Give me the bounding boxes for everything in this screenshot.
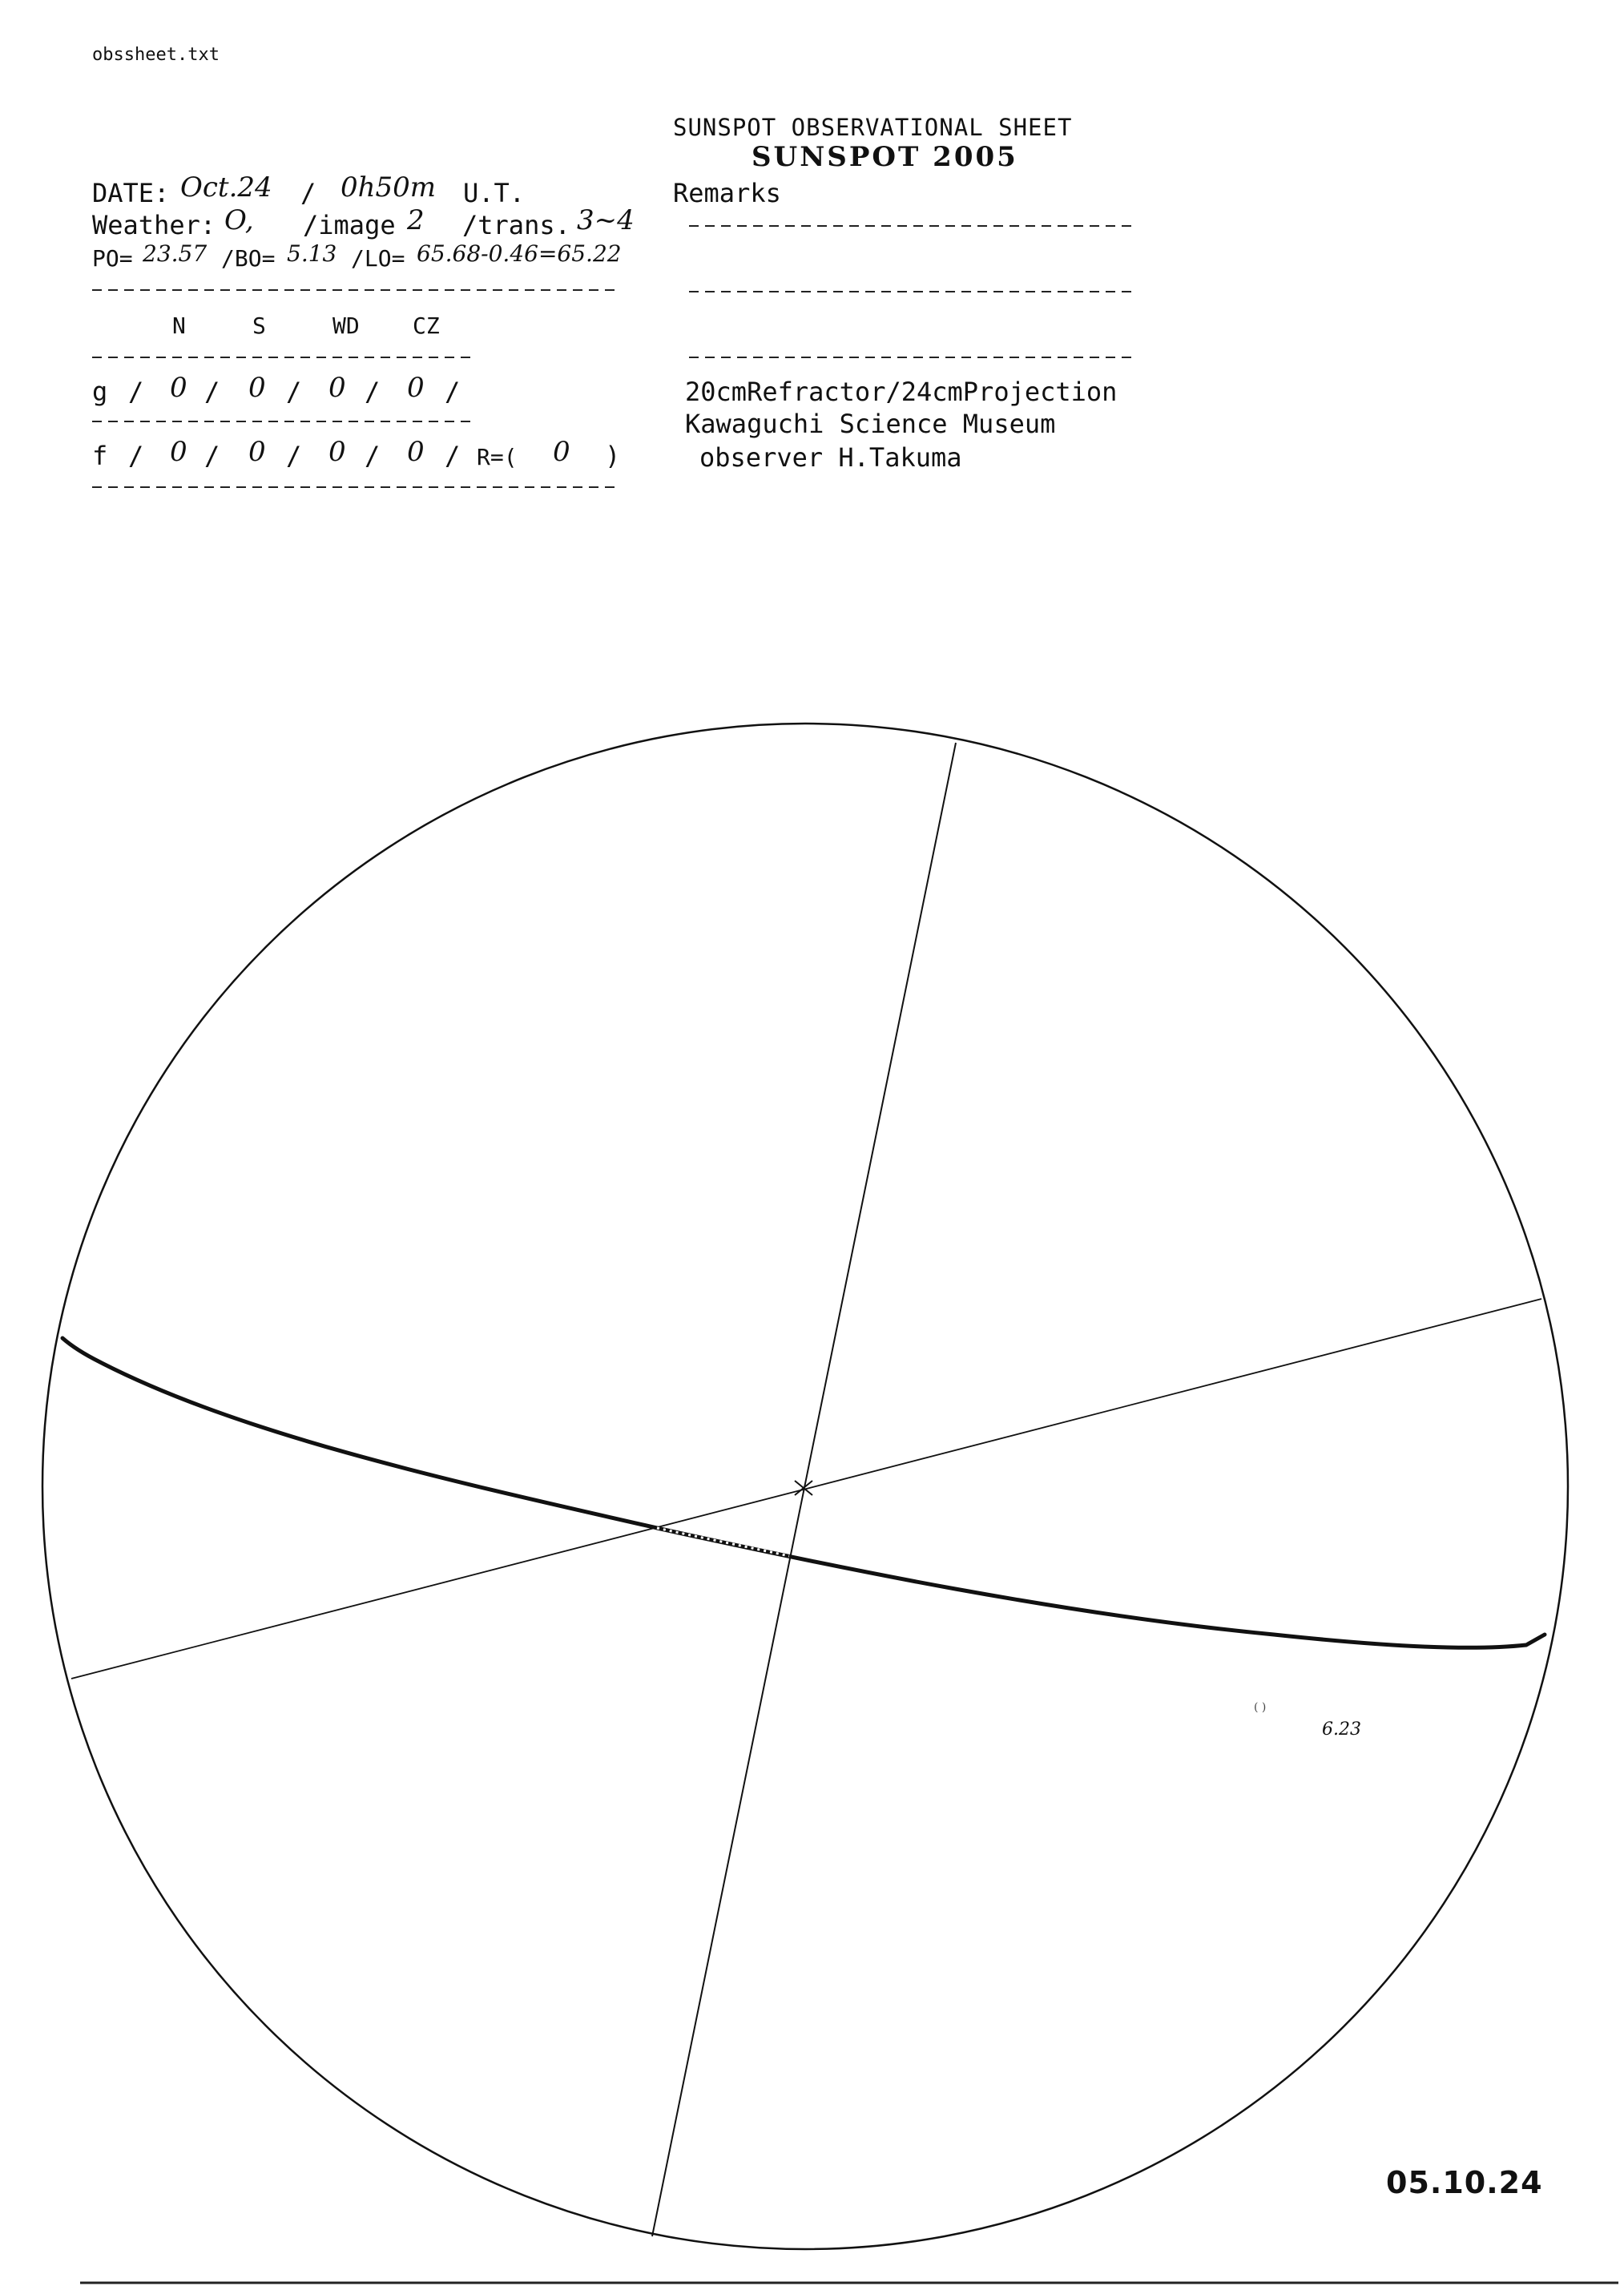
trans-value: 3~4 — [577, 204, 635, 236]
drawing-note: 6.23 — [1322, 1720, 1361, 1740]
g-row-sep: / — [286, 377, 302, 407]
sheet-title: SUNSPOT OBSERVATIONAL SHEET — [673, 114, 1073, 141]
g-s-value: 0 — [248, 372, 266, 404]
f-s-value: 0 — [248, 436, 266, 468]
r-value: 0 — [553, 436, 570, 468]
g-row-sep: / — [445, 377, 461, 407]
g-row-sep: / — [128, 377, 144, 407]
f-row-label: f — [92, 441, 108, 471]
date-label: DATE: — [92, 178, 170, 208]
b0-value: 5.13 — [287, 240, 337, 267]
weather-label: Weather: — [92, 210, 216, 240]
telescope-info: 20cmRefractor/24cmProjection — [685, 377, 1118, 407]
f-row-sep: / — [445, 441, 461, 471]
r-label: R=( — [477, 444, 518, 470]
f-wd-value: 0 — [328, 436, 346, 468]
g-n-value: 0 — [170, 372, 187, 404]
f-row-sep: / — [286, 441, 302, 471]
l0-value: 65.68-0.46=65.22 — [417, 240, 622, 267]
count-header-s: S — [252, 312, 266, 339]
date-value: Oct.24 — [180, 171, 272, 204]
p0-value: 23.57 — [143, 240, 208, 267]
p0-label: PO= — [92, 245, 133, 272]
f-n-value: 0 — [170, 436, 187, 468]
f-row-sep: / — [204, 441, 220, 471]
time-value: 0h50m — [341, 171, 437, 204]
g-row-label: g — [92, 377, 108, 407]
count-header-wd: WD — [332, 312, 360, 339]
date-slash: / — [300, 178, 316, 208]
r-close: ) — [605, 441, 621, 471]
g-wd-value: 0 — [328, 372, 346, 404]
trans-label: /trans. — [462, 210, 570, 240]
image-label: /image — [303, 210, 396, 240]
observer-info: observer H.Takuma — [699, 442, 962, 473]
count-header-cz: CZ — [413, 312, 440, 339]
remarks-label: Remarks — [673, 178, 781, 208]
date-stamp: 05.10.24 — [1386, 2165, 1543, 2200]
b0-label: /BO= — [221, 245, 276, 272]
f-row-sep: / — [365, 441, 381, 471]
weather-value: O, — [224, 204, 254, 236]
g-row-sep: / — [365, 377, 381, 407]
reference-line — [71, 1299, 1541, 1679]
count-header-n: N — [172, 312, 186, 339]
sheet-subtitle: SUNSPOT 2005 — [752, 141, 1018, 173]
f-cz-value: 0 — [407, 436, 425, 468]
file-name: obssheet.txt — [92, 45, 220, 65]
g-row-sep: / — [204, 377, 220, 407]
l0-label: /LO= — [351, 245, 405, 272]
pencil-mark: ( ) — [1254, 1701, 1267, 1714]
image-value: 2 — [407, 204, 425, 236]
location-info: Kawaguchi Science Museum — [685, 409, 1056, 439]
g-cz-value: 0 — [407, 372, 425, 404]
time-unit: U.T. — [463, 178, 526, 208]
f-row-sep: / — [128, 441, 144, 471]
